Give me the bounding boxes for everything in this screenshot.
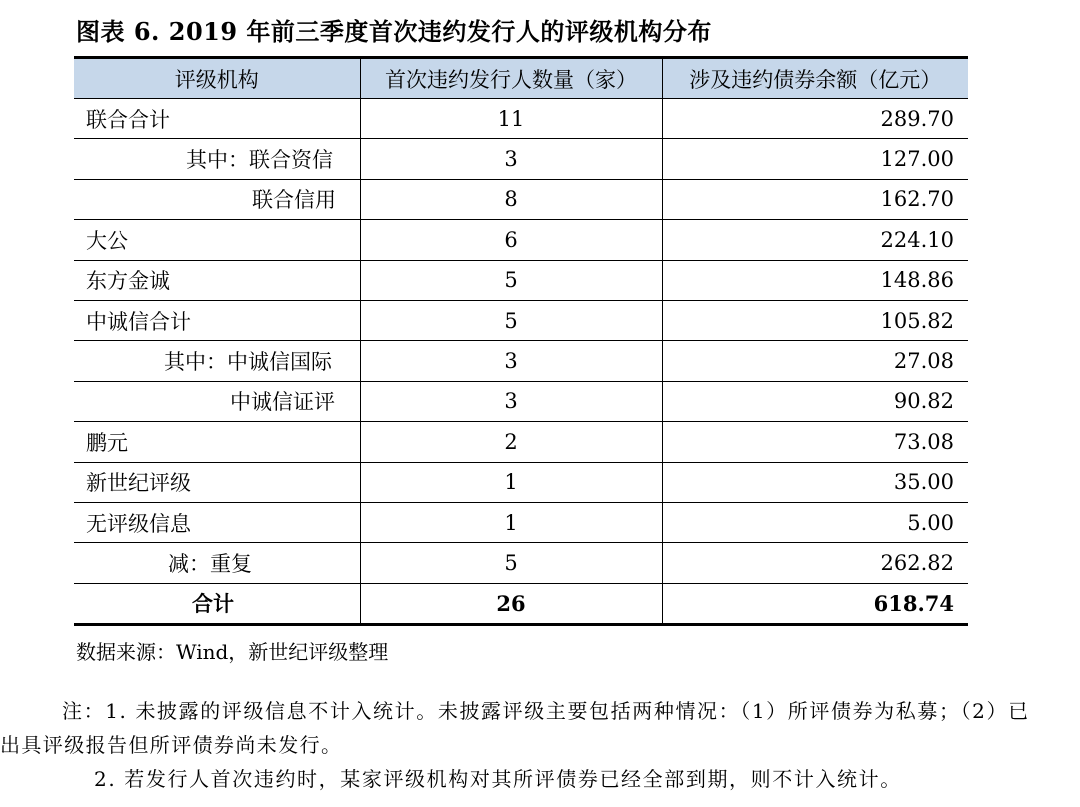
table-row [74,422,968,462]
note-2: 2. 若发行人首次违约时，某家评级机构对其所评债券已经全部到期，则不计入统计。 [94,767,902,791]
figure-title: 图表 6. 2019 年前三季度首次违约发行人的评级机构分布 [76,17,712,46]
agency-name: 联合合计 [74,99,360,139]
agency-name: 中诚信证评 [74,381,360,421]
note-1-line-1: 注：1. 未披露的评级信息不计入统计。未披露评级主要包括两种情况：（1）所评债券为私募；（2）已 [62,699,1030,723]
agency-name: 减：重复 [74,543,360,583]
bond-balance: 148.86 [662,260,968,300]
bond-balance: 105.82 [662,300,968,340]
table-total-row [74,583,968,624]
bond-balance: 35.00 [662,462,968,502]
table-row [74,99,968,139]
bond-balance: 289.70 [662,99,968,139]
agency-name: 联合信用 [74,179,360,219]
header-agency: 评级机构 [74,58,360,99]
table-row [74,543,968,583]
agency-name: 大公 [74,220,360,260]
agency-name: 东方金诚 [74,260,360,300]
agency-name: 其中：联合资信 [74,139,360,179]
table-header-row [74,58,968,99]
issuer-count: 3 [360,381,662,421]
bond-balance: 90.82 [662,381,968,421]
table-row [74,462,968,502]
agency-name: 中诚信合计 [74,300,360,340]
total-label: 合计 [74,583,360,624]
table-row [74,179,968,219]
total-issuer-count: 26 [360,583,662,624]
issuer-count: 8 [360,179,662,219]
issuer-count: 3 [360,341,662,381]
rating-agency-table [74,56,968,626]
header-bond-balance: 涉及违约债券余额（亿元） [662,58,968,99]
bond-balance: 162.70 [662,179,968,219]
agency-name: 无评级信息 [74,502,360,542]
issuer-count: 5 [360,543,662,583]
bond-balance: 27.08 [662,341,968,381]
issuer-count: 2 [360,422,662,462]
agency-name: 其中：中诚信国际 [74,341,360,381]
issuer-count: 5 [360,300,662,340]
agency-name: 新世纪评级 [74,462,360,502]
table-row [74,139,968,179]
bond-balance: 127.00 [662,139,968,179]
header-issuer-count: 首次违约发行人数量（家） [360,58,662,99]
table-row [74,341,968,381]
note-1-line-2: 出具评级报告但所评债券尚未发行。 [0,733,343,757]
bond-balance: 73.08 [662,422,968,462]
table-row [74,502,968,542]
issuer-count: 5 [360,260,662,300]
issuer-count: 3 [360,139,662,179]
issuer-count: 11 [360,99,662,139]
issuer-count: 6 [360,220,662,260]
bond-balance: 224.10 [662,220,968,260]
bond-balance: 262.82 [662,543,968,583]
issuer-count: 1 [360,462,662,502]
table-row [74,300,968,340]
notes [0,694,1080,796]
table-row [74,220,968,260]
table-row [74,381,968,421]
total-bond-balance: 618.74 [662,583,968,624]
data-source: 数据来源：Wind，新世纪评级整理 [76,640,389,664]
issuer-count: 1 [360,502,662,542]
agency-name: 鹏元 [74,422,360,462]
table-row [74,260,968,300]
bond-balance: 5.00 [662,502,968,542]
